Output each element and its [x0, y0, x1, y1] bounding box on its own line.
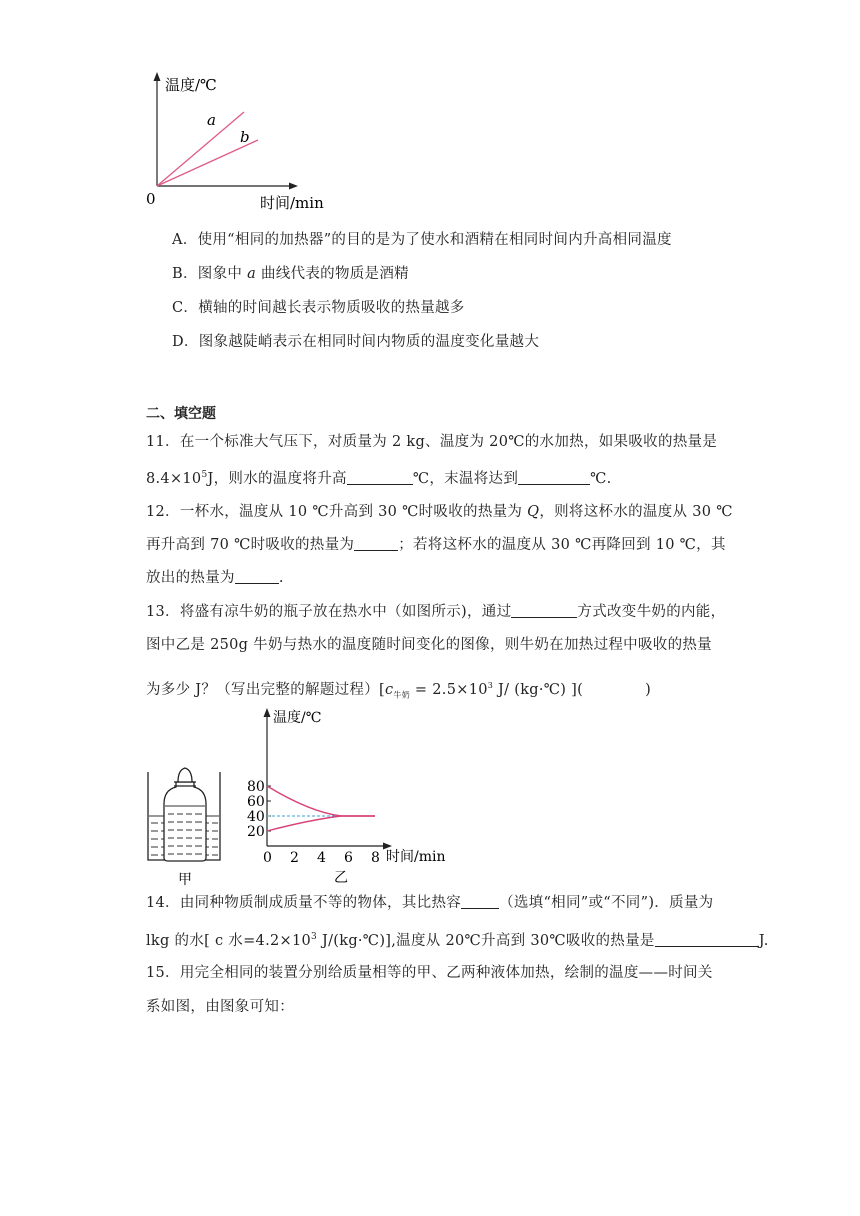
hot-water-curve: [267, 786, 375, 816]
line-a: [157, 112, 244, 186]
bottle-nipple: [178, 768, 192, 782]
answer-blank[interactable]: [235, 568, 279, 584]
x-tick-label: 2: [290, 850, 299, 866]
x-tick-label: 4: [317, 850, 326, 866]
question-11-line-2: $8.4\times 10^5J$，则水的温度将升高 ℃，末温将达到 ℃.: [146, 470, 612, 487]
question-15-line-1: 15．用完全相同的装置分别给质量相等的甲、乙两种液体加热，绘制的温度——时间关: [146, 965, 713, 981]
y-tick-label: 20: [247, 824, 265, 840]
option-d: D．图象越陡峭表示在相同时间内物质的温度变化量越大: [172, 334, 540, 350]
question-14-line-1: 14．由同种物质制成质量不等的物体，其比热容 （选填“相同”或“不同”)．质量为: [146, 895, 714, 911]
line-a-label: a: [207, 111, 216, 129]
y-tick-label: 40: [247, 809, 265, 825]
x-axis-label: 时间/min: [386, 849, 446, 865]
y-axis-label: 温度/℃: [165, 76, 217, 94]
x-tick-label: 0: [263, 850, 272, 866]
line-b-label: b: [240, 128, 250, 146]
option-c: C．横轴的时间越长表示物质吸收的热量越多: [172, 300, 465, 316]
x-axis-label: 时间/min: [260, 194, 324, 212]
answer-blank[interactable]: [354, 535, 398, 551]
question-15-line-2: 系如图，由图象可知：: [146, 999, 294, 1015]
section-title: 二、填空题: [146, 406, 216, 422]
y-tick-label: 80: [247, 779, 265, 795]
y-axis-label: 温度/℃: [273, 710, 322, 726]
question-12-line-2: 再升高到 70 ℃时吸收的热量为 ；若将这杯水的温度从 30 ℃再降回到 10 ℃，其: [146, 537, 726, 553]
milk-water-temperature-chart: [240, 702, 460, 892]
line-b: [157, 140, 258, 186]
y-tick-label: 60: [247, 794, 265, 810]
answer-blank[interactable]: [518, 469, 590, 485]
y-axis-arrow: [154, 72, 161, 81]
option-b: B．图象中 a 曲线代表的物质是酒精: [172, 266, 409, 282]
answer-blank[interactable]: [461, 893, 499, 909]
x-tick-label: 6: [344, 850, 353, 866]
answer-blank[interactable]: [511, 602, 577, 618]
question-13-line-1: 13．将盛有凉牛奶的瓶子放在热水中（如图所示)，通过 方式改变牛奶的内能，: [146, 604, 726, 620]
answer-blank[interactable]: [655, 931, 759, 947]
question-12-line-1: 12．一杯水，温度从 10 ℃升高到 30 ℃时吸收的热量为 Q，则将这杯水的温度从 30 ℃: [146, 504, 733, 520]
x-axis-arrow: [289, 183, 298, 190]
question-14-line-2: lkg 的水[ c 水$=4.2\times 10^3$ J/(kg·℃)],温度从 20℃升高到 30℃吸收的热量是 J.: [146, 932, 769, 949]
x-tick-label: 8: [371, 850, 380, 866]
caption-jia: 甲: [178, 872, 192, 888]
milk-curve: [267, 816, 375, 831]
origin-label: 0: [146, 190, 156, 208]
temperature-time-graph-1: [140, 68, 340, 218]
question-13-line-3: 为多少 J？（写出完整的解题过程）[$c_{牛奶} = 2.5\times 10^3$ J/ (kg·℃) ]( ): [146, 681, 652, 700]
question-12-line-3: 放出的热量为 .: [146, 570, 284, 586]
y-axis-arrow: [264, 708, 271, 717]
answer-blank[interactable]: [347, 469, 413, 485]
question-11-line-1: 11．在一个标准大气压下，对质量为 2 kg、温度为 20℃的水加热，如果吸收的热量是: [146, 434, 718, 450]
question-13-line-2: 图中乙是 250g 牛奶与热水的温度随时间变化的图像，则牛奶在加热过程中吸收的热量: [146, 637, 712, 653]
caption-yi: 乙: [334, 870, 348, 886]
option-a: A．使用“相同的加热器”的目的是为了使水和酒精在相同时间内升高相同温度: [172, 232, 672, 248]
beaker-figure: [144, 760, 234, 890]
